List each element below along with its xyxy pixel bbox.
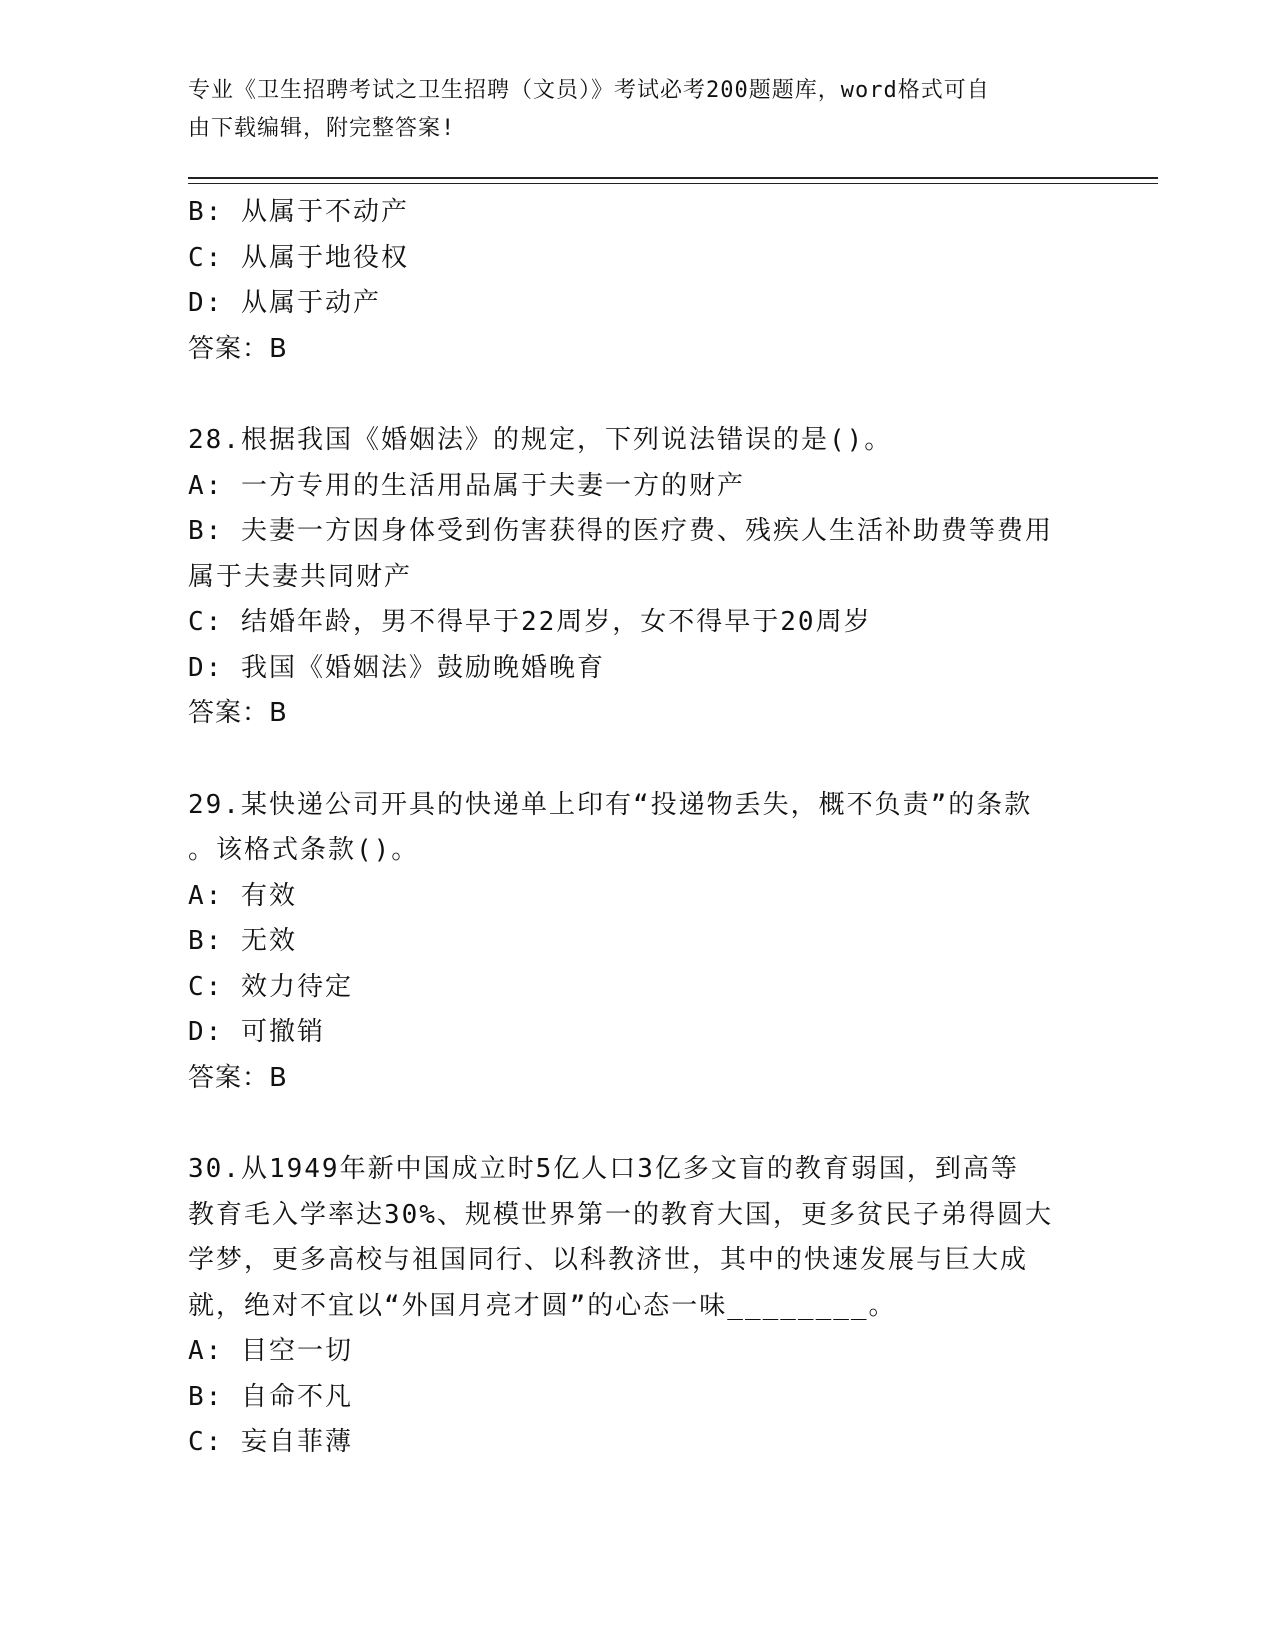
option-c: C: 效力待定 xyxy=(188,971,353,1002)
question-stem: 29.某快递公司开具的快递单上印有“投递物丢失，概不负责”的条款 xyxy=(188,789,1033,820)
option-b: B: 从属于不动产 xyxy=(188,197,409,227)
option-d: D: 我国《婚姻法》鼓励晚婚晚育 xyxy=(188,652,605,683)
question-stem-continued: 教育毛入学率达30%、规模世界第一的教育大国，更多贫民子弟得圆大 xyxy=(188,1199,1053,1230)
option-a: A: 目空一切 xyxy=(188,1336,353,1366)
document-header xyxy=(188,72,1068,148)
header-line-2: 由下载编辑，附完整答案! xyxy=(188,116,456,141)
header-divider xyxy=(188,177,1158,179)
option-b: B: 自命不凡 xyxy=(188,1381,353,1412)
option-a: A: 一方专用的生活用品属于夫妻一方的财产 xyxy=(188,470,745,501)
option-c: C: 从属于地役权 xyxy=(188,242,409,273)
question-stem-continued: 学梦，更多高校与祖国同行、以科教济世，其中的快速发展与巨大成 xyxy=(188,1245,1029,1275)
option-c: C: 结婚年龄，男不得早于22周岁，女不得早于20周岁 xyxy=(188,607,872,637)
option-d: D: 从属于动产 xyxy=(188,288,381,318)
option-d: D: 可撤销 xyxy=(188,1017,325,1047)
option-c: C: 妄自菲薄 xyxy=(188,1427,353,1457)
question-stem: 28.根据我国《婚姻法》的规定，下列说法错误的是()。 xyxy=(188,425,893,455)
question-list xyxy=(188,190,1078,1466)
question-block-27 xyxy=(188,190,1078,372)
header-divider-thin xyxy=(188,183,1158,184)
question-stem-continued: 就，绝对不宜以“外国月亮才圆”的心态一味________。 xyxy=(188,1290,897,1321)
option-a: A: 有效 xyxy=(188,880,297,911)
question-block-30 xyxy=(188,1147,1078,1466)
option-b: B: 夫妻一方因身体受到伤害获得的医疗费、残疾人生活补助费等费用 xyxy=(188,516,1053,546)
option-b: B: 无效 xyxy=(188,926,297,956)
question-block-28 xyxy=(188,418,1078,737)
header-line-1: 专业《卫生招聘考试之卫生招聘（文员）》考试必考200题题库，word格式可自 xyxy=(188,78,990,103)
answer: 答案：B xyxy=(188,1062,288,1093)
question-stem-continued: 。该格式条款()。 xyxy=(188,835,420,865)
question-block-29 xyxy=(188,783,1078,1102)
answer: 答案：B xyxy=(188,333,288,364)
answer: 答案：B xyxy=(188,698,288,728)
question-stem: 30.从1949年新中国成立时5亿人口3亿多文盲的教育弱国，到高等 xyxy=(188,1154,1019,1184)
option-b-continued: 属于夫妻共同财产 xyxy=(188,561,413,592)
